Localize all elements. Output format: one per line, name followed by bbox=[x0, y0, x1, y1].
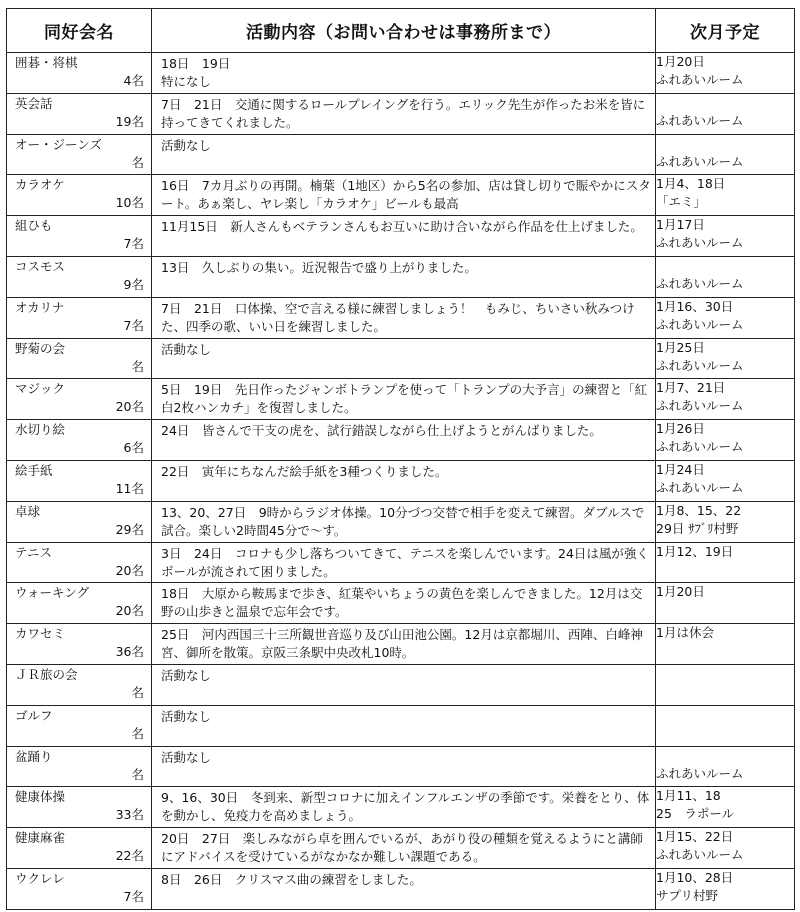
table-row bbox=[7, 338, 795, 379]
next-month-line-2 bbox=[656, 601, 794, 619]
next-month-line-1 bbox=[656, 747, 794, 765]
next-month-cell bbox=[656, 256, 795, 297]
club-name: 英会話 bbox=[15, 95, 53, 111]
next-month-line-1: 1月15、22日 bbox=[656, 829, 734, 845]
next-month-cell bbox=[656, 338, 795, 379]
table-row bbox=[7, 216, 795, 257]
next-month-cell bbox=[656, 664, 795, 705]
club-name: 健康麻雀 bbox=[15, 830, 66, 846]
activity-text: 20日 27日 楽しみながら卓を囲んでいるが、あがり役の種類を覚えるようにと講師にアドバイスを受けているがなかなか難しい課題である。 bbox=[161, 831, 643, 865]
next-month-line-1: 1月17日 bbox=[656, 217, 705, 233]
next-month-cell bbox=[656, 542, 795, 583]
table-row bbox=[7, 420, 795, 461]
club-cell bbox=[7, 787, 152, 828]
member-count: 名 bbox=[131, 684, 144, 700]
member-count: 名 bbox=[131, 358, 144, 374]
activity-text: 7日 21日 交通に関するロールプレイングを行う。エリック先生が作ったお米を皆に持ってきてくれました。 bbox=[161, 96, 646, 130]
table-row bbox=[7, 460, 795, 501]
activity-cell bbox=[152, 53, 656, 94]
activity-text: 13、20、27日 9時からラジオ体操。10分づつ交替で相手を変えて練習。ダブルスで試合。楽しい2時間45分で〜す。 bbox=[161, 504, 645, 538]
member-count: 20名 bbox=[115, 603, 144, 619]
club-cell bbox=[7, 379, 152, 420]
next-month-cell bbox=[656, 624, 795, 665]
next-month-line-2: 「エミ」 bbox=[656, 194, 707, 210]
next-month-line-2: ふれあいルーム bbox=[656, 765, 744, 781]
club-cell bbox=[7, 705, 152, 746]
next-month-line-2 bbox=[656, 683, 794, 701]
next-month-line-2: ふれあいルーム bbox=[656, 398, 744, 414]
activity-text: 25日 河内西国三十三所観世音巡り及び山田池公園。12月は京都堀川、西陣、白峰神宮、御所を散策。京阪三条駅中央改札10時。 bbox=[161, 627, 643, 661]
club-name: 水切り絵 bbox=[15, 422, 66, 438]
member-count: 36名 bbox=[115, 644, 144, 660]
activity-text: 活動なし bbox=[161, 667, 212, 683]
activity-cell bbox=[152, 256, 656, 297]
activity-text: 7日 21日 口体操、空で言える様に練習しましょう！ もみじ、ちいさい秋みつけた、四季の歌、いい日を練習しました。 bbox=[161, 300, 635, 334]
next-month-line-1: 1月は休会 bbox=[656, 625, 714, 641]
activity-cell bbox=[152, 868, 656, 909]
activity-text: 18日 19日 特になし bbox=[161, 56, 231, 89]
activity-cell bbox=[152, 542, 656, 583]
club-cell bbox=[7, 664, 152, 705]
member-count: 20名 bbox=[115, 562, 144, 578]
club-cell bbox=[7, 624, 152, 665]
member-count: 10名 bbox=[115, 195, 144, 211]
table-row bbox=[7, 542, 795, 583]
activity-cell bbox=[152, 420, 656, 461]
member-count: 22名 bbox=[115, 848, 144, 864]
next-month-line-1: 1月24日 bbox=[656, 461, 705, 477]
next-month-line-2: ふれあいルーム bbox=[656, 357, 744, 373]
activity-text: 9、16、30日 冬到来、新型コロナに加えインフルエンザの季節です。栄養をとり、体を動かし、免疫力を高めましょう。 bbox=[161, 790, 650, 824]
next-month-line-1: 1月8、15、22 bbox=[656, 502, 742, 518]
activity-cell bbox=[152, 338, 656, 379]
club-cell bbox=[7, 216, 152, 257]
member-count: 6名 bbox=[123, 440, 144, 456]
club-name: コスモス bbox=[15, 258, 66, 274]
club-cell bbox=[7, 501, 152, 542]
club-cell bbox=[7, 828, 152, 869]
next-month-line-1: 1月12、19日 bbox=[656, 543, 734, 559]
activity-text: 活動なし bbox=[161, 749, 212, 765]
next-month-cell bbox=[656, 297, 795, 338]
activity-cell bbox=[152, 828, 656, 869]
club-name: カラオケ bbox=[15, 177, 65, 193]
activity-cell bbox=[152, 297, 656, 338]
activity-text: 活動なし bbox=[161, 137, 212, 153]
activity-cell bbox=[152, 93, 656, 134]
next-month-cell bbox=[656, 583, 795, 624]
club-name: 卓球 bbox=[15, 503, 41, 519]
club-cell bbox=[7, 297, 152, 338]
activity-cell bbox=[152, 501, 656, 542]
club-name: オー・ジーンズ bbox=[15, 136, 102, 152]
activity-text: 3日 24日 コロナも少し落ちついてきて、テニスを楽しんでいます。24日は風が強くボールが流されて困りました。 bbox=[161, 545, 649, 579]
next-month-line-2: ふれあいルーム bbox=[656, 316, 744, 332]
club-cell bbox=[7, 175, 152, 216]
next-month-cell bbox=[656, 787, 795, 828]
club-name: ウォーキング bbox=[15, 585, 90, 601]
activity-text: 11月15日 新人さんもベテランさんもお互いに助け合いながら作品を仕上げました。 bbox=[161, 219, 643, 235]
table-row bbox=[7, 828, 795, 869]
activity-cell bbox=[152, 175, 656, 216]
activity-cell bbox=[152, 583, 656, 624]
member-count: 名 bbox=[131, 154, 144, 170]
activity-cell bbox=[152, 460, 656, 501]
table-row bbox=[7, 93, 795, 134]
table-row bbox=[7, 583, 795, 624]
next-month-line-2: ふれあいルーム bbox=[656, 275, 744, 291]
header-club-name: 同好会名 bbox=[7, 9, 152, 53]
club-name: 野菊の会 bbox=[15, 340, 66, 356]
header-row bbox=[7, 9, 795, 53]
next-month-line-1: 1月20日 bbox=[656, 54, 705, 69]
activity-cell bbox=[152, 746, 656, 787]
next-month-cell bbox=[656, 705, 795, 746]
club-cell bbox=[7, 53, 152, 94]
table-row bbox=[7, 705, 795, 746]
next-month-line-1: 1月26日 bbox=[656, 421, 705, 437]
next-month-line-2: ふれあいルーム bbox=[656, 72, 744, 87]
next-month-line-2: ふれあいルーム bbox=[656, 439, 744, 455]
next-month-line-2: ふれあいルーム bbox=[656, 235, 744, 251]
club-cell bbox=[7, 460, 152, 501]
club-name: ＪＲ旅の会 bbox=[15, 666, 78, 682]
club-cell bbox=[7, 93, 152, 134]
activity-cell bbox=[152, 216, 656, 257]
table-row bbox=[7, 746, 795, 787]
member-count: 名 bbox=[131, 725, 144, 741]
table-row bbox=[7, 134, 795, 175]
next-month-line-2 bbox=[656, 642, 794, 660]
next-month-cell bbox=[656, 420, 795, 461]
next-month-cell bbox=[656, 216, 795, 257]
next-month-line-2 bbox=[656, 724, 794, 742]
activity-cell bbox=[152, 624, 656, 665]
next-month-line-2: ふれあいルーム bbox=[656, 479, 744, 495]
next-month-line-1: 1月16、30日 bbox=[656, 298, 734, 314]
member-count: 29名 bbox=[115, 521, 144, 537]
next-month-line-1: 1月10、28日 bbox=[656, 869, 734, 885]
next-month-line-2 bbox=[656, 561, 794, 579]
next-month-line-2: ふれあいルーム bbox=[656, 847, 744, 863]
club-name: ゴルフ bbox=[15, 707, 53, 723]
club-name: 囲碁・将棋 bbox=[15, 55, 78, 70]
next-month-line-1 bbox=[656, 94, 794, 112]
activity-text: 22日 寅年にちなんだ絵手紙を3種つくりました。 bbox=[161, 463, 448, 479]
activity-text: 5日 19日 先日作ったジャンボトランプを使って「トランプの大予言」の練習と「紅白2枚ハンカチ」を復習しました。 bbox=[161, 382, 648, 416]
table-row bbox=[7, 256, 795, 297]
club-name: カワセミ bbox=[15, 626, 66, 642]
next-month-line-2: ふれあいルーム bbox=[656, 153, 744, 169]
next-month-line-1: 1月25日 bbox=[656, 339, 705, 355]
header-next-month: 次月予定 bbox=[656, 9, 795, 53]
table-row bbox=[7, 501, 795, 542]
activity-text: 16日 7カ月ぶりの再開。楠葉（1地区）から5名の参加、店は貸し切りで賑やかにスタート。あぁ楽し、ヤレ楽し「カラオケ」ビールも最高 bbox=[161, 178, 651, 212]
club-cell bbox=[7, 868, 152, 909]
activity-cell bbox=[152, 379, 656, 420]
next-month-cell bbox=[656, 134, 795, 175]
club-cell bbox=[7, 256, 152, 297]
member-count: 19名 bbox=[115, 113, 144, 129]
next-month-cell bbox=[656, 175, 795, 216]
next-month-line-1: 1月7、21日 bbox=[656, 380, 726, 396]
club-cell bbox=[7, 338, 152, 379]
club-cell bbox=[7, 542, 152, 583]
club-name: テニス bbox=[15, 544, 53, 560]
member-count: 4名 bbox=[123, 73, 144, 88]
activity-text: 活動なし bbox=[161, 708, 212, 724]
next-month-line-2: サプリ村野 bbox=[656, 887, 719, 903]
table-row bbox=[7, 787, 795, 828]
activity-text: 24日 皆さんで干支の虎を、試行錯誤しながら仕上げようとがんばりました。 bbox=[161, 423, 602, 439]
activity-cell bbox=[152, 664, 656, 705]
club-name: オカリナ bbox=[15, 299, 65, 315]
table-row bbox=[7, 624, 795, 665]
club-name: 健康体操 bbox=[15, 789, 66, 805]
member-count: 名 bbox=[131, 766, 144, 782]
table-row bbox=[7, 53, 795, 94]
next-month-line-1 bbox=[656, 135, 794, 153]
club-cell bbox=[7, 420, 152, 461]
next-month-line-1: 1月20日 bbox=[656, 584, 705, 600]
member-count: 11名 bbox=[115, 480, 144, 496]
next-month-line-2: 29日 ｻﾌﾞﾘ村野 bbox=[656, 520, 739, 536]
next-month-line-2: ふれあいルーム bbox=[656, 112, 744, 128]
next-month-line-1 bbox=[656, 665, 794, 683]
member-count: 7名 bbox=[123, 317, 144, 333]
next-month-cell bbox=[656, 868, 795, 909]
table-row bbox=[7, 664, 795, 705]
member-count: 9名 bbox=[123, 276, 144, 292]
activity-text: 18日 大原から鞍馬まで歩き、紅葉やいちょうの黄色を楽しんできました。12月は交野の山歩きと温泉で忘年会です。 bbox=[161, 586, 643, 620]
club-cell bbox=[7, 746, 152, 787]
next-month-cell bbox=[656, 501, 795, 542]
member-count: 7名 bbox=[123, 888, 144, 904]
header-activity: 活動内容（お問い合わせは事務所まで） bbox=[152, 9, 656, 53]
next-month-cell bbox=[656, 93, 795, 134]
next-month-line-1: 1月4、18日 bbox=[656, 176, 726, 192]
table-row bbox=[7, 175, 795, 216]
next-month-line-1 bbox=[656, 706, 794, 724]
next-month-cell bbox=[656, 828, 795, 869]
club-name: マジック bbox=[15, 381, 66, 397]
member-count: 20名 bbox=[115, 399, 144, 415]
table-row bbox=[7, 297, 795, 338]
activity-cell bbox=[152, 134, 656, 175]
club-name: 組ひも bbox=[15, 218, 53, 234]
member-count: 7名 bbox=[123, 236, 144, 252]
activity-text: 活動なし bbox=[161, 341, 212, 357]
next-month-cell bbox=[656, 460, 795, 501]
club-cell bbox=[7, 134, 152, 175]
next-month-line-2: 25 ラポール bbox=[656, 806, 735, 822]
club-name: 絵手紙 bbox=[15, 462, 53, 478]
next-month-cell bbox=[656, 53, 795, 94]
club-name: 盆踊り bbox=[15, 748, 53, 764]
next-month-cell bbox=[656, 746, 795, 787]
table-row bbox=[7, 868, 795, 909]
activity-text: 8日 26日 クリスマス曲の練習をしました。 bbox=[161, 871, 422, 887]
next-month-cell bbox=[656, 379, 795, 420]
club-activity-table bbox=[6, 8, 795, 910]
club-name: ウクレレ bbox=[15, 870, 65, 886]
member-count: 33名 bbox=[115, 807, 144, 823]
activity-cell bbox=[152, 787, 656, 828]
table-row bbox=[7, 379, 795, 420]
next-month-line-1 bbox=[656, 257, 794, 275]
club-cell bbox=[7, 583, 152, 624]
activity-cell bbox=[152, 705, 656, 746]
next-month-line-1: 1月11、18 bbox=[656, 788, 721, 804]
activity-text: 13日 久しぶりの集い。近況報告で盛り上がりました。 bbox=[161, 259, 477, 275]
